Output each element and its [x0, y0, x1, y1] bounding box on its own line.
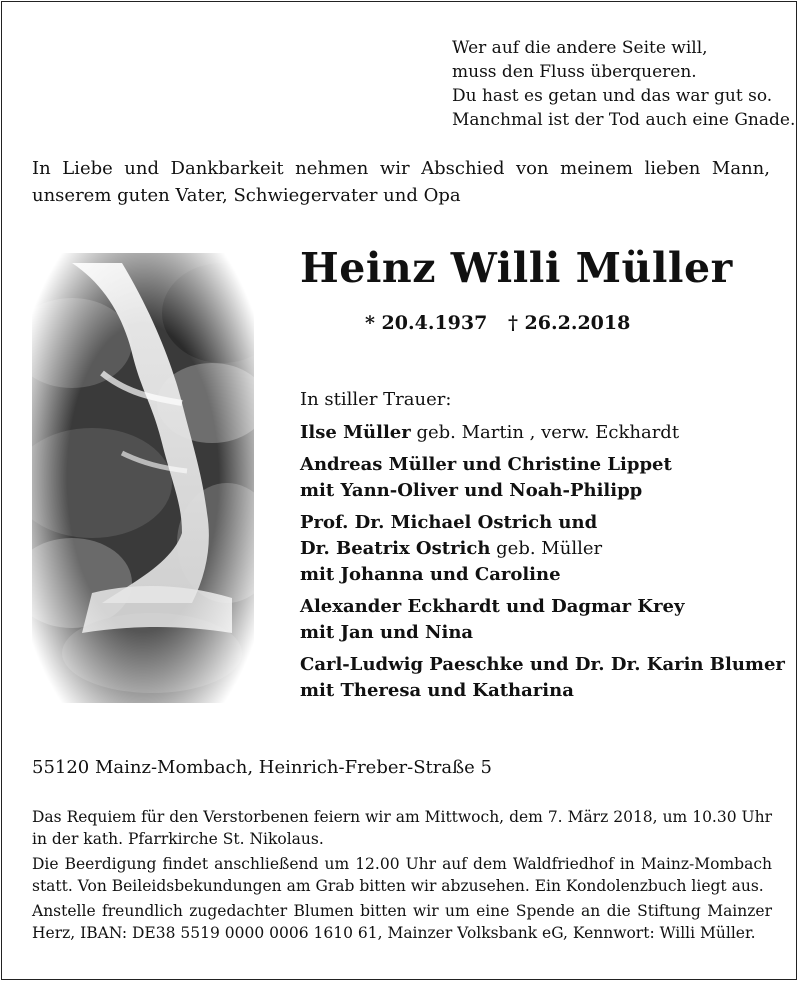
poem-line: Du hast es getan und das war gut so.	[452, 86, 773, 106]
birth-date: * 20.4.1937	[365, 312, 488, 334]
burial-notice: Die Beerdigung findet anschließend um 12.00 Uhr auf dem Waldfriedhof in Mainz-Mombach statt. Von Beileidsbekundungen am Grab bitten wir abzusehen. Ein Kondolenzbuch liegt aus.	[32, 855, 772, 895]
mourner-group	[300, 452, 770, 504]
mourner-group	[300, 652, 785, 704]
mourner-group	[300, 594, 770, 646]
address: 55120 Mainz-Mombach, Heinrich-Freber-Straße 5	[32, 757, 492, 778]
waterfall-photo	[32, 253, 254, 703]
deceased-name: Heinz Willi Müller	[300, 244, 733, 292]
poem-line: muss den Fluss überqueren.	[452, 62, 697, 82]
mourner-name: Andreas Müller und Christine Lippet	[300, 454, 672, 475]
mourner-name: mit Theresa und Katharina	[300, 680, 574, 701]
death-date: † 26.2.2018	[508, 312, 631, 334]
notices	[32, 806, 772, 947]
mourner-group	[300, 510, 770, 588]
mourner-group	[300, 420, 770, 446]
mourner-name: Carl-Ludwig Paeschke und Dr. Dr. Karin Blumer	[300, 654, 785, 675]
poem-line: Manchmal ist der Tod auch eine Gnade.	[452, 110, 796, 130]
mourner-name: Ilse Müller	[300, 422, 411, 443]
intro-text: In Liebe und Dankbarkeit nehmen wir Abschied von meinem lieben Mann, unserem guten Vater, Schwiegervater und Opa	[32, 158, 770, 206]
mourner-note: geb. Müller	[490, 538, 603, 559]
poem-line: Wer auf die andere Seite will,	[452, 38, 708, 58]
mourner-name: mit Yann-Oliver und Noah-Philipp	[300, 480, 643, 501]
poem	[452, 36, 795, 132]
mourner-note: geb. Martin , verw. Eckhardt	[410, 422, 680, 443]
mourner-name: mit Jan und Nina	[300, 622, 474, 643]
mourners-list	[300, 420, 785, 710]
requiem-notice: Das Requiem für den Verstorbenen feiern wir am Mittwoch, dem 7. März 2018, um 10.30 Uhr in der kath. Pfarrkirche St. Nikolaus.	[32, 808, 772, 848]
mourner-name: Alexander Eckhardt und Dagmar Krey	[300, 596, 685, 617]
mourner-name: Prof. Dr. Michael Ostrich und	[300, 512, 598, 533]
donation-notice: Anstelle freundlich zugedachter Blumen bitten wir um eine Spende an die Stiftung Mainzer Herz, IBAN: DE38 5519 0000 0006 1610 61, Mainzer Volksbank eG, Kennwort: Willi Müller.	[32, 902, 772, 942]
mourner-name: Dr. Beatrix Ostrich	[300, 538, 491, 559]
mourning-label: In stiller Trauer:	[300, 389, 452, 410]
mourner-name: mit Johanna und Caroline	[300, 564, 561, 585]
